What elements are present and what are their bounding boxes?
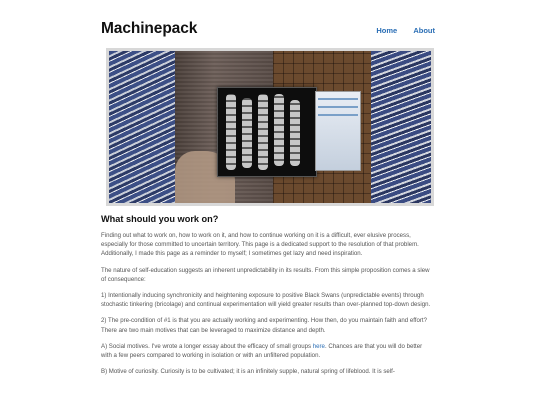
screen-line [318,98,358,100]
main-nav [362,26,435,35]
paragraph-nature: The nature of self-education suggests an inherent unpredictability in its results. From this simple proposition comes a slew of consequence: [101,266,430,283]
collage-panel-striped-right [371,51,431,203]
paragraph-text: A) Social motives. I've wrote a longer essay about the efficacy of small groups [101,342,313,350]
xray-bone [290,100,300,166]
paragraph-point-1: 1) Intentionally inducing synchronicity and heightening exposure to positive Black Swans (unpredictable events) through stochastic tinkering (bricolage) and continual experimentation will yield greater results than over-planned top-down design. [101,292,431,309]
screen-line [318,114,358,116]
collage-screen [315,91,361,171]
hero-image [106,48,434,206]
screen-line [318,106,358,108]
nav-link-about[interactable]: About [413,26,435,35]
essay-link[interactable]: here [312,342,325,350]
collage-xray [217,87,317,177]
nav-link-home[interactable]: Home [376,26,398,35]
xray-bone [274,94,284,166]
collage-panel-striped-left [109,51,175,203]
site-header [101,20,435,42]
paragraph-text: . Chances are that you will do better with a few peers compared to working in isolation or with an unfiltered population. [101,342,423,360]
paragraph-social-motives [101,342,434,360]
paragraph-intro: Finding out what to work on, how to work on it, and how to continue working on it is a difficult, ever elusive process, especially for those committed to uncertain territory. This page is a dedicated support to the resolution of that problem. Additionally, I made this page as a reminder to myself; I sometimes get lazy and need inspiration. [101,232,419,258]
article-heading: What should you work on? [101,214,219,224]
paragraph-point-2: 2) The pre-condition of #1 is that you are actually working and experimenting. How then, do you maintain faith and effort? There are two main motives that can be leveraged to maximize distance and depth. [101,317,427,334]
hero-collage [109,51,431,203]
paragraph-curiosity: B) Motive of curiosity. Curiosity is to be cultivated; it is an infinitely supple, natural spring of lifeblood. It is self- [101,368,395,376]
xray-bone [258,94,268,170]
site-title[interactable]: Machinepack [101,20,198,37]
xray-bone [242,98,252,168]
article-content [101,214,434,383]
xray-bone [226,94,236,170]
